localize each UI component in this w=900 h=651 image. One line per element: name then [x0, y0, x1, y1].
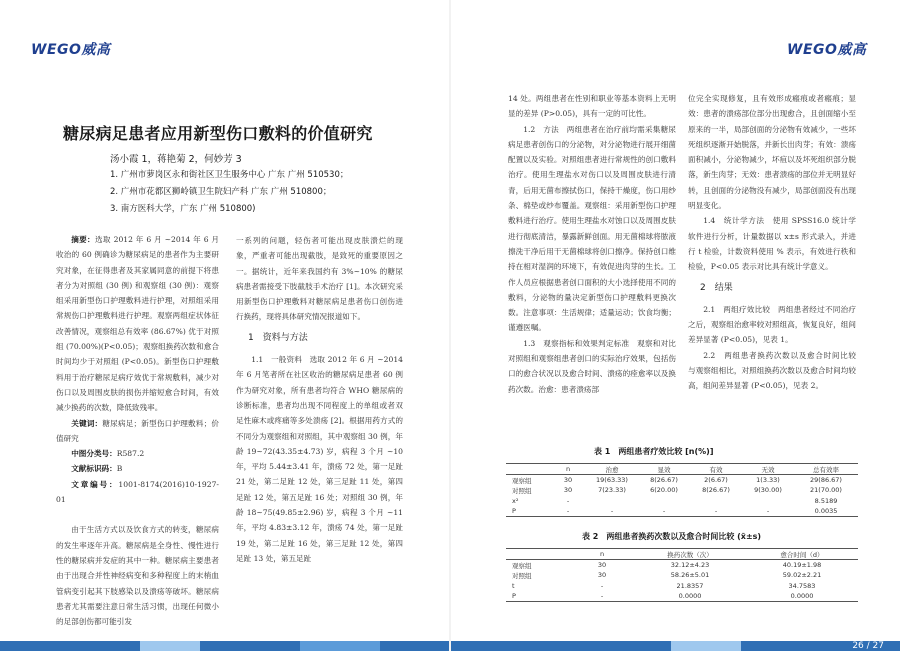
table-cell: 8(26.67): [702, 486, 730, 495]
paragraph-2-1: 2.1 两组疗效比较 两组患者经过不同治疗之后，观察组治愈率较对照组高，恢复良好，组间差异显著 (P<0.05)，见表 1。: [688, 304, 856, 345]
table1-header: 总有效率: [794, 464, 858, 475]
paragraph-2-2: 2.2 两组患者换药次数以及愈合时间比较 与观察组相比，对照组换药次数以及愈合时间均较高，组间差异显著 (P<0.05)，见表 2。: [688, 350, 864, 391]
table1-header: 治愈: [586, 464, 638, 475]
table-cell: -: [742, 506, 794, 517]
table-cell: 34.7583: [788, 581, 816, 590]
abstract-text: 选取 2012 年 6 月 ~2014 年 6 月收治的 60 例确诊为糖尿病足的患者作为主要研究对象，在征得患者及其家属同意的前提下将患者分为对照组 (30 例) 和观察组 (30 例)：观察组采用新型伤口护理敷料进行护理，对照组采用常规伤口护理敷料进行护理。观察两组症状体征改善情况，观察组总有效率 (86.67%) 优于对照组 (70.00%)(P<0.05)；观察组换药次数和愈合时间均少于对照组 (P<0.05)。新型伤口护理敷料用于治疗糖尿足病疗效优于常规敷料，减少对伤口以及周围皮肤的损伤并缩短愈合时间，有效减少换药的次数，降低致残率。: [56, 235, 219, 413]
table-cell: [742, 496, 794, 506]
table-cell: 8(26.67): [650, 476, 678, 485]
clc-line: [56, 446, 219, 461]
affiliation-1: 1. 广州市萝岗区永和街社区卫生服务中心 广东 广州 510530；: [110, 170, 349, 180]
table-row: [506, 570, 858, 580]
brand-logo-left: WEGO威高: [31, 42, 111, 58]
table-cell: 58.26±5.01: [670, 571, 710, 580]
brand-logo-right: WEGO威高: [787, 42, 867, 58]
table-cell: -: [600, 581, 604, 590]
table-cell: -: [586, 506, 638, 517]
table-cell: 32.12±4.23: [670, 561, 710, 570]
affiliation-3: 3. 南方医科大学，广东 广州 510800): [110, 204, 256, 214]
table-cell: P: [506, 591, 570, 602]
table-cell: t: [512, 581, 515, 590]
abstract-label: 摘要：: [71, 235, 95, 244]
column-1: [56, 232, 219, 629]
table-cell: 0.0035: [794, 506, 858, 517]
intro-paragraph: 由于生活方式以及饮食方式的转变，糖尿病的发生率逐年升高。糖尿病是全身性、慢性进行性的糖尿病并发症的其中一种。糖尿病主要患者由于出现合并性神经病变和多种程度上的末梢血管病变引起其下肢感染以及溃疡等破坏。糖尿病患者尤其需要注意日常生活习惯，出现任何微小的足部创伤都可能引发: [56, 525, 219, 627]
article-no-label: 文章编号：: [71, 479, 119, 489]
table-cell: 对照组: [512, 571, 532, 580]
table-cell: 对照组: [512, 486, 532, 495]
table-row: [506, 475, 858, 486]
article-no-line: [56, 477, 219, 508]
table1-header: 显效: [638, 464, 690, 475]
table-row: [506, 506, 858, 517]
section-2-heading: 2 结果: [700, 282, 733, 293]
keywords-text: 糖尿病足；新型伤口护理敷料；价值研究: [56, 418, 220, 443]
keywords: [56, 416, 219, 447]
section-1-heading: 1 资料与方法: [248, 332, 308, 343]
table1-caption: 表 1 两组患者疗效比较 [n(%)]: [594, 447, 714, 456]
column2-text: 一系列的问题，轻伤者可能出现皮肤溃烂的现象，严重者可能出现截肢，是致死的重要原因之一。据统计，近年来我国约有 3%~10% 的糖尿病患者需接受下肢截肢手术治疗 [1]。本次研究采用新型伤口护理敷料对糖尿病足患者伤口创伤进行换药，现将具体研究情况报道如下。: [236, 236, 403, 322]
column-4: [688, 91, 864, 394]
column3-p1: 14 处。两组患者在性别和职业等基本资料上无明显的差异 (P>0.05)，具有一定的可比性。: [508, 94, 676, 119]
paragraph-1-1: 1.1 一般资料 选取 2012 年 6 月 ~2014 年 6 月笔者所在社区收治的糖尿病足患者 60 例作为研究对象，所有患者均符合 WHO 糖尿病的诊断标准，患者均出现不同程度上的单组或者双足性麻木或疼痛等多处溃疡 [2]。根据用药方式的不同分为观察组和对照组，其中观察组 30 例，年龄 19~72(43.35±4.73) 岁，病程 3 个月 ~10 年，平均 5.44±3.41 年，溃疡 72 处，第一足趾 21 处，第二足趾 12 处，第三足趾 11 处，第四足趾 12 处，第五足趾 16 处；对照组 30 例，年龄 18~75(49.85±2.96) 岁，病程 3 个月 ~11 年，平均 4.83±3.12 年，溃疡 74 处，第一足趾 19 处，第二足趾 16 处，第三足趾 12 处，第四足趾 13 处，第五足趾: [236, 355, 403, 563]
table-cell: 59.02±2.21: [782, 571, 822, 580]
abstract: [56, 232, 219, 416]
table-cell: 29(86.67): [810, 476, 842, 485]
table-cell: -: [690, 506, 742, 517]
table-cell: 30: [597, 571, 607, 580]
clc-value: R587.2: [116, 449, 145, 459]
table1-header: n: [550, 464, 586, 475]
table-row: [506, 591, 858, 602]
doc-code-value: B: [116, 464, 123, 474]
table-cell: [586, 496, 638, 506]
table-cell: -: [566, 496, 570, 505]
table2-header: [506, 549, 570, 560]
footer-bar-left: [0, 641, 449, 651]
table-cell: 40.19±1.98: [782, 561, 822, 570]
table-cell: 观察组: [512, 476, 532, 485]
table2-header-row: [506, 549, 858, 560]
table1-header: [506, 464, 550, 475]
table-cell: 1(3.33): [756, 476, 780, 485]
table2-header: n: [570, 549, 634, 560]
table-cell: 观察组: [512, 561, 532, 570]
table1: [506, 463, 858, 517]
column-2: [236, 233, 403, 566]
column4-p1: 位完全实现修复，且有效形成瘢痕或者瘢痕；显效：患者的溃疡部位部分出现愈合，且创面缩小至原来的一半，局部创面的分泌物有效减少，一些坏死组织逐渐开始脱落，并新长出肉芽；有效：溃疡面积减小，分泌物减少，坏疽以及坏死组织部分脱落，新生肉芽；无效：患者溃疡的部位并无明显好转，且创面的分泌物没有减少，局部创面没有出现明显变化。: [688, 94, 856, 211]
keywords-label: 关键词：: [71, 418, 103, 428]
clc-label: 中图分类号：: [71, 449, 117, 459]
affiliation-2: 2. 广州市花都区狮岭镇卫生院妇产科 广东 广州 510800；: [110, 187, 332, 197]
footer-bar-right: [451, 641, 900, 651]
table2: [506, 548, 858, 602]
table-cell: [638, 496, 690, 506]
table1-header: 无效: [742, 464, 794, 475]
table-cell: 8.5189: [814, 496, 838, 505]
table-cell: 30: [563, 476, 573, 485]
table-cell: x²: [512, 496, 519, 505]
table-cell: 7(23.33): [598, 486, 626, 495]
article-title: 糖尿病足患者应用新型伤口敷料的价值研究: [63, 124, 373, 143]
table2-header: 换药次数（次）: [634, 549, 746, 560]
table2-header: 愈合时间（d）: [746, 549, 858, 560]
table-cell: [690, 496, 742, 506]
paragraph-1-3: 1.3 观察指标和效果判定标准 观察和对比对照组和观察组患者创口的实际治疗效果，包括伤口的愈合状况以及愈合时间、溃疡的痊愈率以及换药次数。治愈：患者溃疡部: [508, 338, 676, 394]
table-cell: 21.8357: [676, 581, 704, 590]
table-row: [506, 581, 858, 591]
table-cell: 2(6.67): [704, 476, 728, 485]
article-no-value: 1001-8174(2016)10-1927-01: [56, 479, 219, 505]
doc-code-label: 文献标识码：: [71, 464, 117, 474]
table-row: [506, 496, 858, 506]
table-cell: 0.0000: [746, 591, 858, 602]
column-3: [508, 91, 676, 397]
table-cell: P: [506, 506, 550, 517]
table-cell: -: [550, 506, 586, 517]
table-cell: -: [638, 506, 690, 517]
paragraph-1-2: 1.2 方法 两组患者在治疗前均需采集糖尿病足患者创伤口的分泌物，对分泌物进行展开细菌配置以及实验。对照组患者进行常规性的创口敷料治疗。使用生理盐水对伤口以及周围皮肤进行清青，后用无菌布擦拭伤口，保持干燥度，伤口用纱条、棉垫或纱布覆盖。观察组：采用新型伤口护理敷料进行治疗。使用生理盐水对蚀口以及周围皮肤进行彻底清洁，暴露新鲜创面。用无菌棉球将脓液擦洗干净后用干无菌棉球将创口擦净。保持创口维持在相对湿润的环境下，有效促进肉芽的生长。工作人员应根据患者创口面积的大小选择使用不同的敷料，分泌物的量决定新型伤口护理敷料更换次数。注意事项：生活规律；适量运动；饮食均衡；谨遵医嘱。: [508, 124, 676, 333]
table-cell: -: [570, 591, 634, 602]
table-cell: 30: [597, 561, 607, 570]
table1-header-row: [506, 464, 858, 475]
table-cell: 6(20.00): [650, 486, 678, 495]
table1-header: 有效: [690, 464, 742, 475]
table-cell: 0.0000: [634, 591, 746, 602]
paragraph-1-4: 1.4 统计学方法 使用 SPSS16.0 统计学软件进行分析，计量数据以 x±s 形式录入，并进行 t 检验，计数资料使用 % 表示，有效进行秩和检验，P<0.05 表示对比具有统计学意义。: [688, 216, 856, 272]
page-number: 26 / 27: [852, 641, 884, 651]
table-cell: 30: [563, 486, 573, 495]
article-authors: 汤小霞 1，蒋艳菊 2，何妙芳 3: [110, 154, 242, 165]
table-cell: 21(70.00): [810, 486, 842, 495]
page-spine: [449, 0, 451, 651]
table2-caption: 表 2 两组患者换药次数以及愈合时间比较 (x̄±s): [582, 532, 762, 541]
table-row: [506, 485, 858, 495]
doc-code-line: [56, 461, 219, 476]
table-cell: 19(63.33): [596, 476, 628, 485]
table-row: [506, 560, 858, 571]
table-cell: 9(30.00): [754, 486, 782, 495]
